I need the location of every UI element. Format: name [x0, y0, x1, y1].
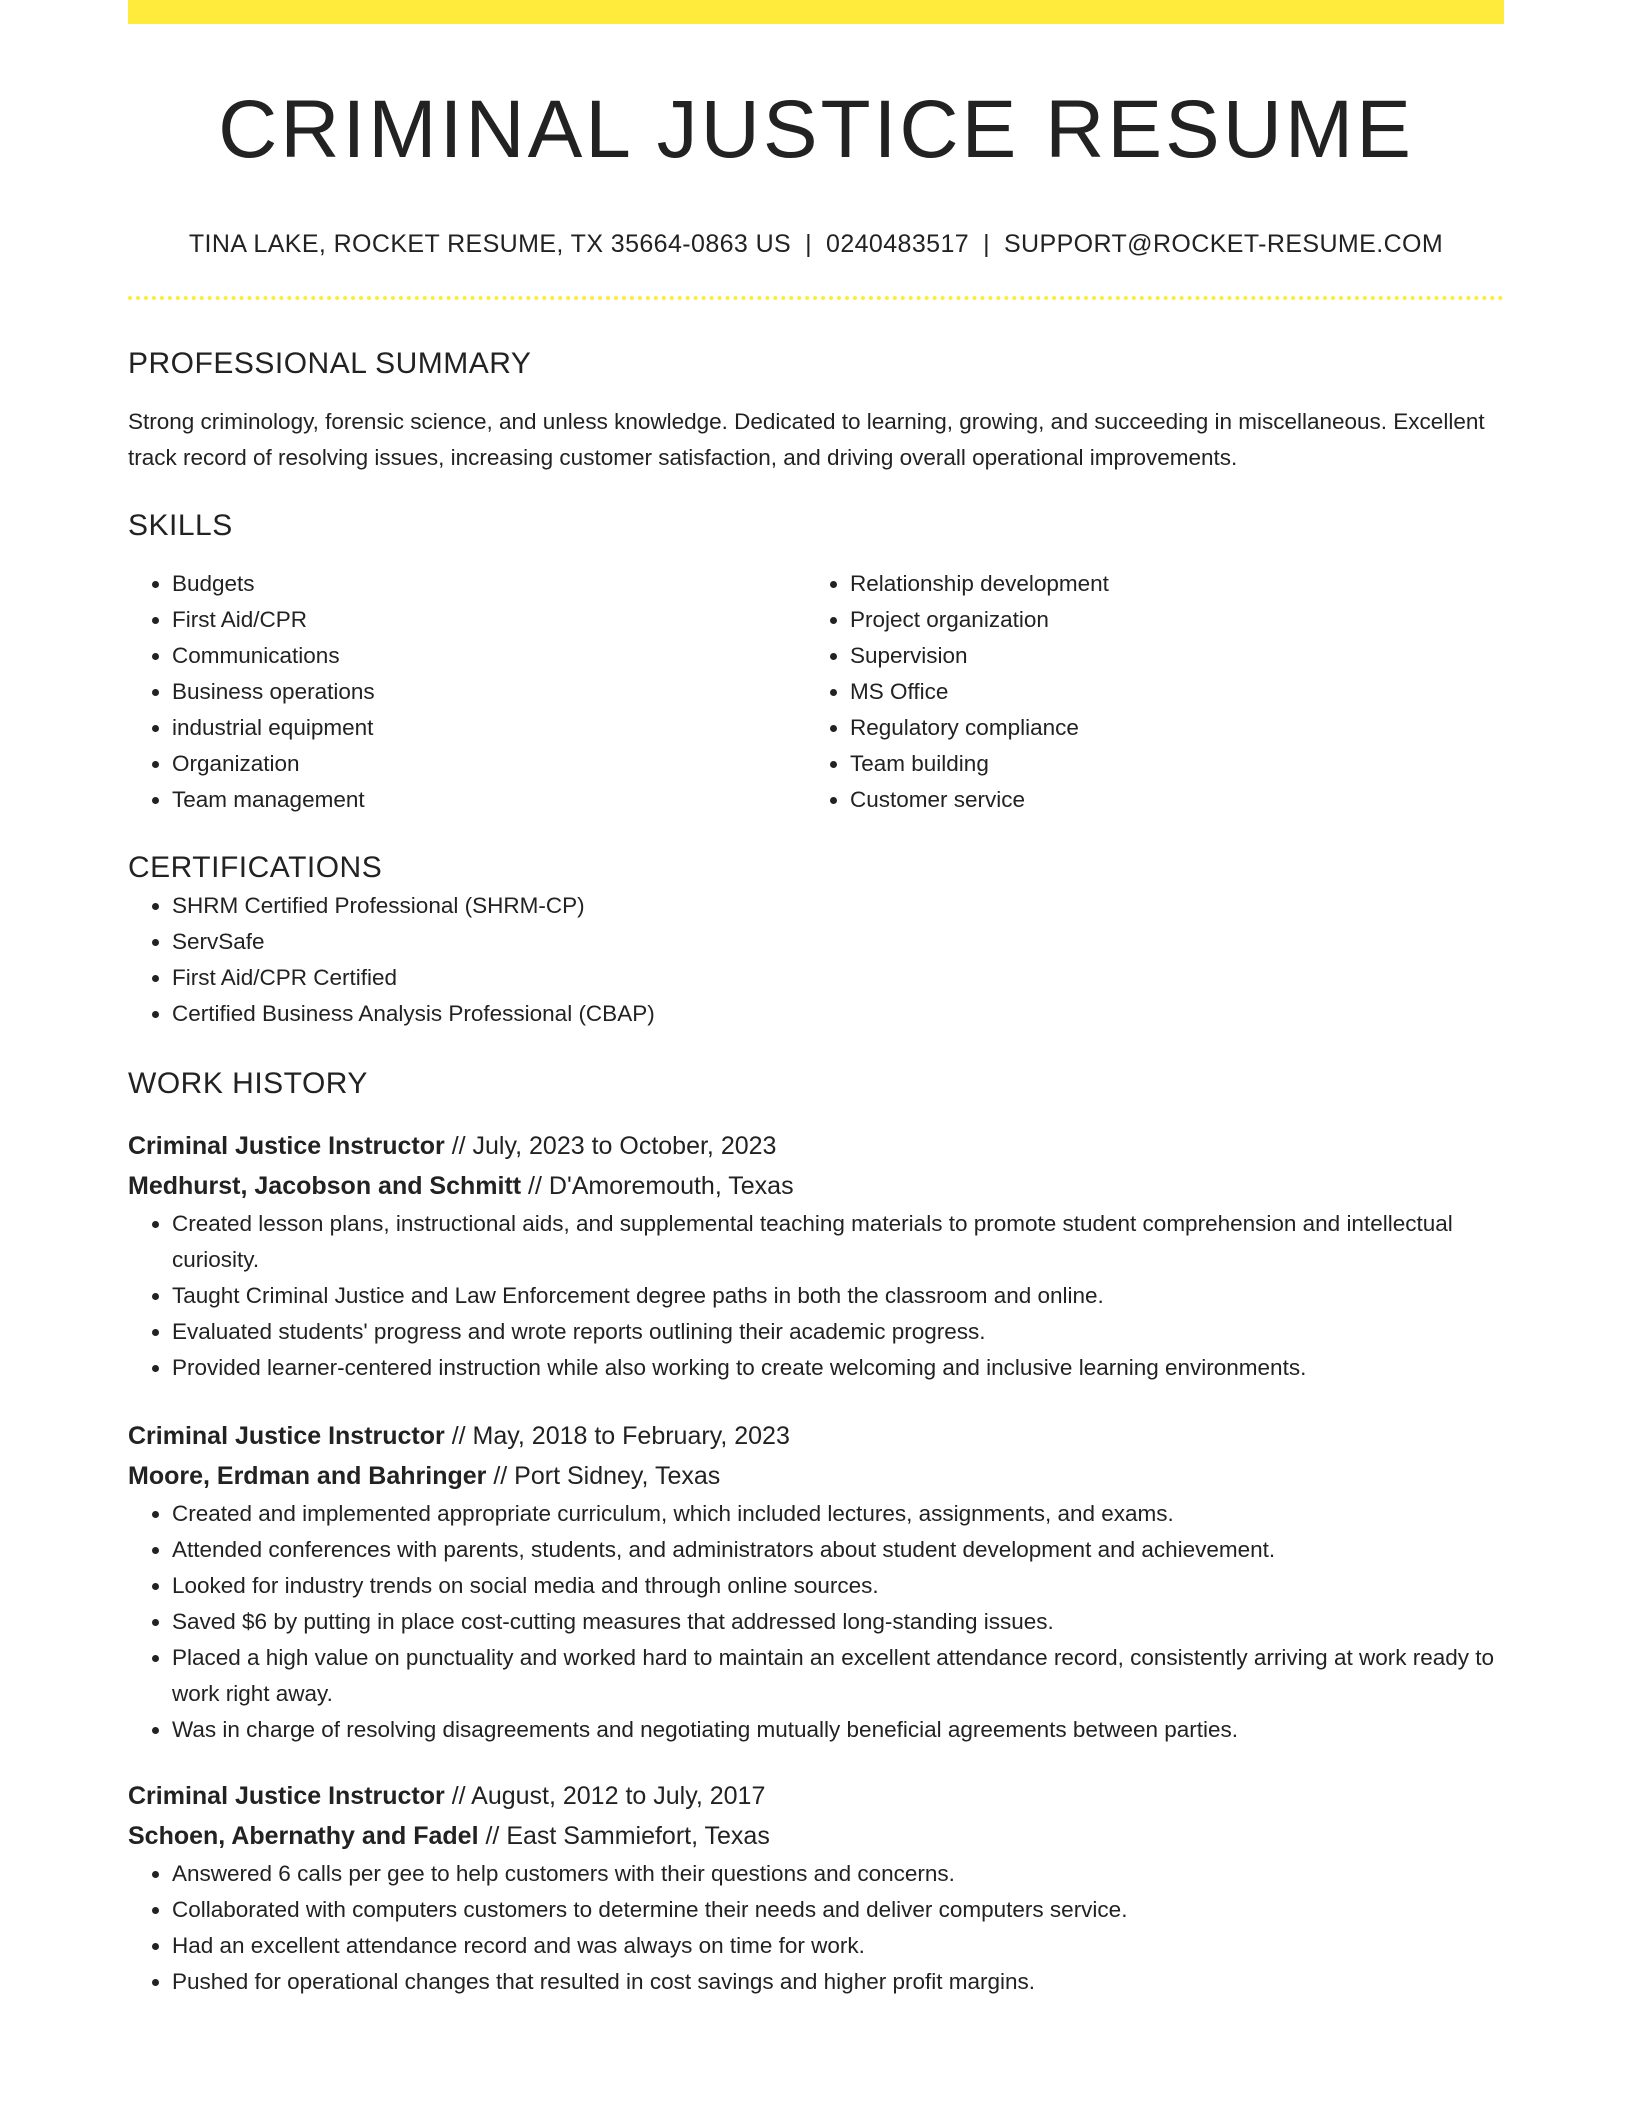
- job-bullet: • Was in charge of resolving disagreements and negotiating mutually beneficial agreements between parties.: [172, 1712, 1504, 1748]
- job-bullet: • Evaluated students' progress and wrote reports outlining their academic progress.: [172, 1314, 1504, 1350]
- job-location: // Port Sidney, Texas: [486, 1462, 721, 1490]
- contact-address: TINA LAKE, ROCKET RESUME, TX 35664-0863 US: [188, 230, 792, 258]
- skill-item: • Business operations: [172, 674, 806, 710]
- certification-item: • SHRM Certified Professional (SHRM-CP): [172, 888, 1504, 924]
- skills-heading: SKILLS: [128, 509, 233, 542]
- job-bullet: • Provided learner-centered instruction while also working to create welcoming and inclusive learning environments.: [172, 1350, 1504, 1386]
- job-bullet: • Answered 6 calls per gee to help customers with their questions and concerns.: [172, 1856, 1504, 1892]
- job-bullet: • Looked for industry trends on social media and through online sources.: [172, 1568, 1504, 1604]
- certifications-heading: CERTIFICATIONS: [128, 851, 383, 884]
- skill-item: • Project organization: [850, 602, 1484, 638]
- job-bullet: • Had an excellent attendance record and was always on time for work.: [172, 1928, 1504, 1964]
- job-company: Schoen, Abernathy and Fadel: [128, 1822, 479, 1850]
- job-bullet: • Taught Criminal Justice and Law Enforcement degree paths in both the classroom and online.: [172, 1278, 1504, 1314]
- job-company-line: [128, 1816, 1504, 1856]
- job-dates: // August, 2012 to July, 2017: [444, 1782, 766, 1810]
- skills-list-right: [806, 566, 1484, 818]
- skill-item: • Supervision: [850, 638, 1484, 674]
- job-company-line: [128, 1166, 1504, 1206]
- job-location: // East Sammiefort, Texas: [478, 1822, 770, 1850]
- job-bullet: • Pushed for operational changes that resulted in cost savings and higher profit margins.: [172, 1964, 1504, 2000]
- dotted-divider: [128, 296, 1504, 300]
- accent-top-bar: [128, 0, 1504, 24]
- contact-separator: |: [983, 230, 990, 258]
- skills-column-right: [806, 566, 1484, 818]
- contact-separator: |: [805, 230, 813, 258]
- skill-item: • Budgets: [172, 566, 806, 602]
- job-title: Criminal Justice Instructor: [128, 1132, 445, 1160]
- job-bullet: • Saved $6 by putting in place cost-cutting measures that addressed long-standing issues.: [172, 1604, 1504, 1640]
- job-bullets: [128, 1206, 1504, 1386]
- skill-item: • MS Office: [850, 674, 1484, 710]
- skill-item: • Regulatory compliance: [850, 710, 1484, 746]
- skills-column-left: [128, 566, 806, 818]
- skills-list-left: [128, 566, 806, 818]
- job-entry: [128, 1776, 1504, 2000]
- skills-columns: [128, 566, 1504, 818]
- job-dates: // May, 2018 to February, 2023: [444, 1422, 790, 1450]
- work-history-heading: WORK HISTORY: [128, 1067, 368, 1100]
- job-title: Criminal Justice Instructor: [128, 1422, 445, 1450]
- job-bullet: • Created lesson plans, instructional aids, and supplemental teaching materials to promote student comprehension and intellectual curiosity.: [172, 1206, 1504, 1278]
- page-title: CRIMINAL JUSTICE RESUME: [218, 84, 1414, 175]
- job-entry: [128, 1416, 1504, 1748]
- job-company: Moore, Erdman and Bahringer: [128, 1462, 487, 1490]
- contact-email: SUPPORT@ROCKET-RESUME.COM: [1003, 230, 1444, 258]
- certifications-list: [128, 888, 1504, 1032]
- job-bullets: [128, 1856, 1504, 2000]
- job-bullet: • Collaborated with computers customers to determine their needs and deliver computers service.: [172, 1892, 1504, 1928]
- job-bullets: [128, 1496, 1504, 1748]
- job-bullet: • Created and implemented appropriate curriculum, which included lectures, assignments, and exams.: [172, 1496, 1504, 1532]
- job-bullet: • Placed a high value on punctuality and worked hard to maintain an excellent attendance record, consistently arriving at work ready to work right away.: [172, 1640, 1504, 1712]
- skill-item: • Communications: [172, 638, 806, 674]
- skill-item: • Team building: [850, 746, 1484, 782]
- job-dates: // July, 2023 to October, 2023: [444, 1132, 777, 1160]
- skill-item: • First Aid/CPR: [172, 602, 806, 638]
- job-location: // D'Amoremouth, Texas: [521, 1172, 794, 1200]
- summary-heading: PROFESSIONAL SUMMARY: [128, 347, 532, 380]
- job-bullet: • Attended conferences with parents, students, and administrators about student development and achievement.: [172, 1532, 1504, 1568]
- job-company: Medhurst, Jacobson and Schmitt: [128, 1172, 522, 1200]
- certification-item: • ServSafe: [172, 924, 1504, 960]
- job-title-line: [128, 1416, 1504, 1456]
- skill-item: • Organization: [172, 746, 806, 782]
- contact-phone: 0240483517: [826, 230, 970, 258]
- resume-page: [128, 0, 1504, 2000]
- skill-item: • industrial equipment: [172, 710, 806, 746]
- job-title-line: [128, 1126, 1504, 1166]
- certification-item: • Certified Business Analysis Professional (CBAP): [172, 996, 1504, 1032]
- contact-line: [128, 228, 1504, 260]
- job-title-line: [128, 1776, 1504, 1816]
- certification-item: • First Aid/CPR Certified: [172, 960, 1504, 996]
- skill-item: • Team management: [172, 782, 806, 818]
- job-entry: [128, 1126, 1504, 1386]
- skill-item: • Relationship development: [850, 566, 1484, 602]
- job-title: Criminal Justice Instructor: [128, 1782, 445, 1810]
- skill-item: • Customer service: [850, 782, 1484, 818]
- summary-text: Strong criminology, forensic science, and unless knowledge. Dedicated to learning, growing, and succeeding in miscellaneous. Excellent track record of resolving issues, increasing customer satisfaction, and driving overall operational improvements.: [128, 409, 1485, 470]
- job-company-line: [128, 1456, 1504, 1496]
